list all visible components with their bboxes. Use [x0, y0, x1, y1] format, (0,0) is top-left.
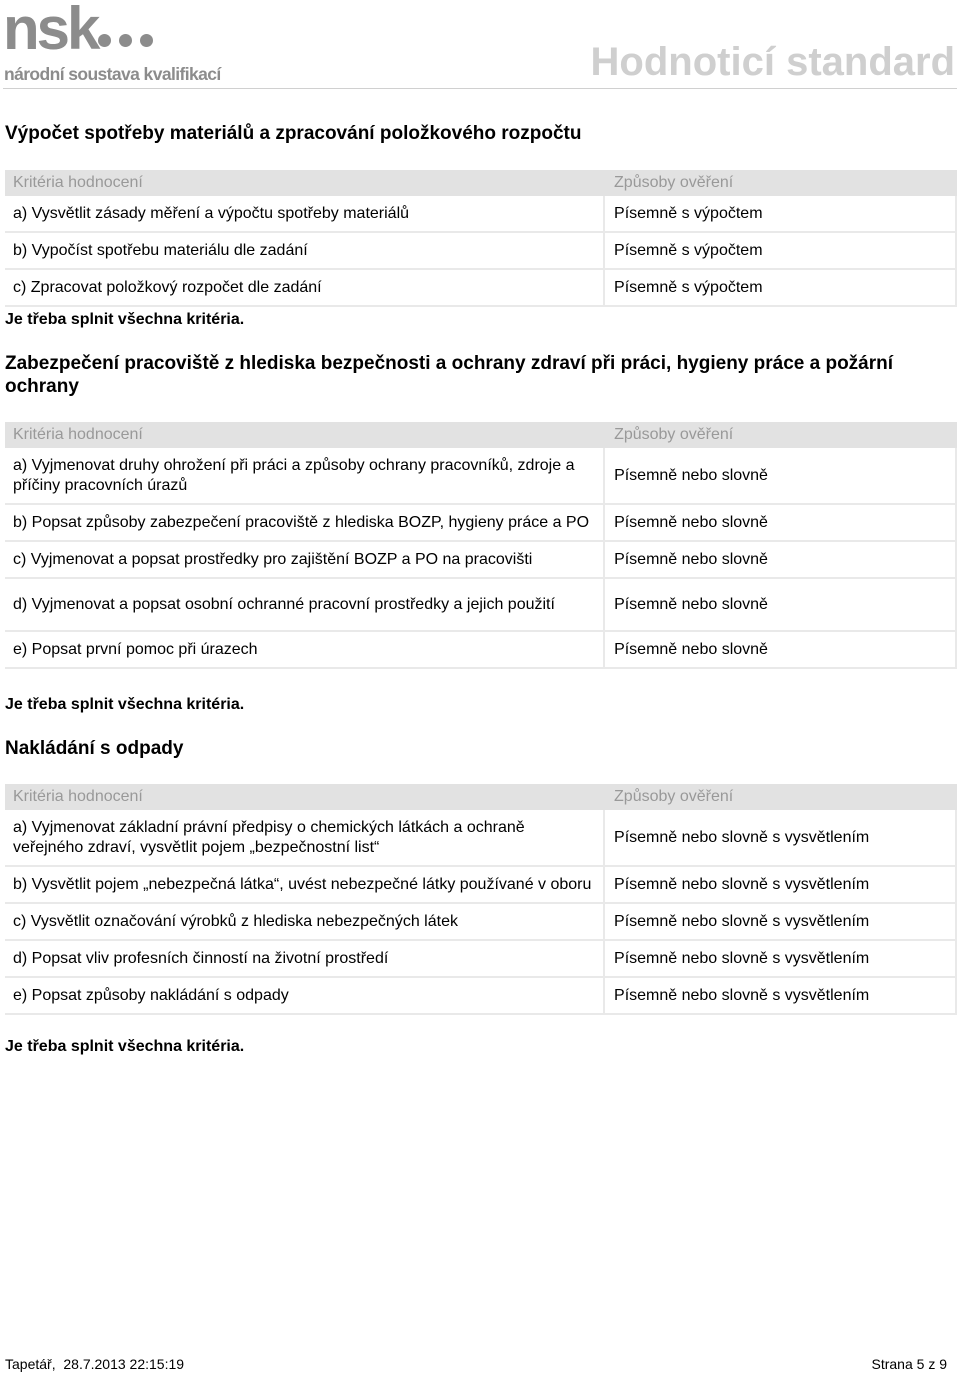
criterion-cell: b) Popsat způsoby zabezpečení pracoviště z hlediska BOZP, hygieny práce a PO	[5, 505, 605, 542]
method-cell: Písemně nebo slovně	[605, 632, 957, 669]
requirement-note: Je třeba splnit všechna kritéria.	[5, 311, 245, 328]
criteria-header: Kritéria hodnocení	[5, 170, 605, 196]
table-row	[5, 632, 957, 669]
criterion-cell: d) Popsat vliv profesních činností na životní prostředí	[5, 941, 605, 978]
criterion-cell: b) Vypočíst spotřebu materiálu dle zadání	[5, 233, 605, 270]
table-row	[5, 810, 957, 867]
document-title: Hodnoticí standard	[590, 40, 955, 84]
method-cell: Písemně nebo slovně s vysvětlením	[605, 904, 957, 941]
requirement-note: Je třeba splnit všechna kritéria.	[5, 696, 245, 713]
criterion-cell: a) Vyjmenovat druhy ohrožení při práci a způsoby ochrany pracovníků, zdroje a příčiny pracovních úrazů	[5, 448, 605, 505]
criteria-table	[5, 784, 957, 1015]
criteria-header: Kritéria hodnocení	[5, 784, 605, 810]
table-row	[5, 505, 957, 542]
method-cell: Písemně nebo slovně	[605, 542, 957, 579]
section-title: Nakládání s odpady	[5, 738, 184, 759]
table-header-row	[5, 170, 957, 196]
nsk-logo	[3, 0, 221, 86]
method-cell: Písemně nebo slovně	[605, 579, 957, 632]
footer-document-info: Tapetář, 28.7.2013 22:15:19	[5, 1356, 185, 1372]
criterion-cell: e) Popsat způsoby nakládání s odpady	[5, 978, 605, 1015]
section-title: Výpočet spotřeby materiálů a zpracování položkového rozpočtu	[5, 123, 582, 144]
criterion-cell: b) Vysvětlit pojem „nebezpečná látka“, uvést nebezpečné látky používané v oboru	[5, 867, 605, 904]
method-cell: Písemně nebo slovně s vysvětlením	[605, 941, 957, 978]
table-row	[5, 579, 957, 632]
header-divider	[3, 88, 957, 89]
logo-dot-2	[119, 34, 132, 47]
requirement-note: Je třeba splnit všechna kritéria.	[5, 1038, 245, 1055]
table-header-row	[5, 422, 957, 448]
table-row	[5, 867, 957, 904]
table-header-row	[5, 784, 957, 810]
criterion-cell: a) Vyjmenovat základní právní předpisy o chemických látkách a ochraně veřejného zdraví, vysvětlit pojem „bezpečnostní list“	[5, 810, 605, 867]
criterion-cell: c) Vysvětlit označování výrobků z hlediska nebezpečných látek	[5, 904, 605, 941]
method-cell: Písemně nebo slovně s vysvětlením	[605, 810, 957, 867]
table-row	[5, 270, 957, 307]
table-row	[5, 904, 957, 941]
method-cell: Písemně s výpočtem	[605, 270, 957, 307]
section-title: Zabezpečení pracoviště z hlediska bezpečnosti a ochrany zdraví při práci, hygieny práce a požární ochrany	[5, 353, 894, 397]
criteria-header: Kritéria hodnocení	[5, 422, 605, 448]
verification-header: Způsoby ověření	[605, 422, 957, 448]
table-row	[5, 448, 957, 505]
table-row	[5, 196, 957, 233]
verification-header: Způsoby ověření	[605, 170, 957, 196]
table-row	[5, 978, 957, 1015]
method-cell: Písemně s výpočtem	[605, 196, 957, 233]
logo-text: nsk	[3, 0, 98, 62]
criterion-cell: a) Vysvětlit zásady měření a výpočtu spotřeby materiálů	[5, 196, 605, 233]
criterion-cell: d) Vyjmenovat a popsat osobní ochranné pracovní prostředky a jejich použití	[5, 579, 605, 632]
criterion-cell: e) Popsat první pomoc při úrazech	[5, 632, 605, 669]
method-cell: Písemně nebo slovně	[605, 448, 957, 505]
criteria-table	[5, 170, 957, 307]
method-cell: Písemně nebo slovně s vysvětlením	[605, 978, 957, 1015]
table-row	[5, 233, 957, 270]
logo-dot-3	[140, 34, 153, 47]
criterion-cell: c) Vyjmenovat a popsat prostředky pro zajištění BOZP a PO na pracovišti	[5, 542, 605, 579]
footer-page-number: Strana 5 z 9	[871, 1356, 947, 1372]
logo-dot-1	[98, 34, 111, 47]
table-row	[5, 542, 957, 579]
table-row	[5, 941, 957, 978]
method-cell: Písemně nebo slovně	[605, 505, 957, 542]
criteria-table	[5, 422, 957, 669]
method-cell: Písemně s výpočtem	[605, 233, 957, 270]
verification-header: Způsoby ověření	[605, 784, 957, 810]
logo-subtitle: národní soustava kvalifikací	[4, 64, 221, 84]
criterion-cell: c) Zpracovat položkový rozpočet dle zadání	[5, 270, 605, 307]
method-cell: Písemně nebo slovně s vysvětlením	[605, 867, 957, 904]
